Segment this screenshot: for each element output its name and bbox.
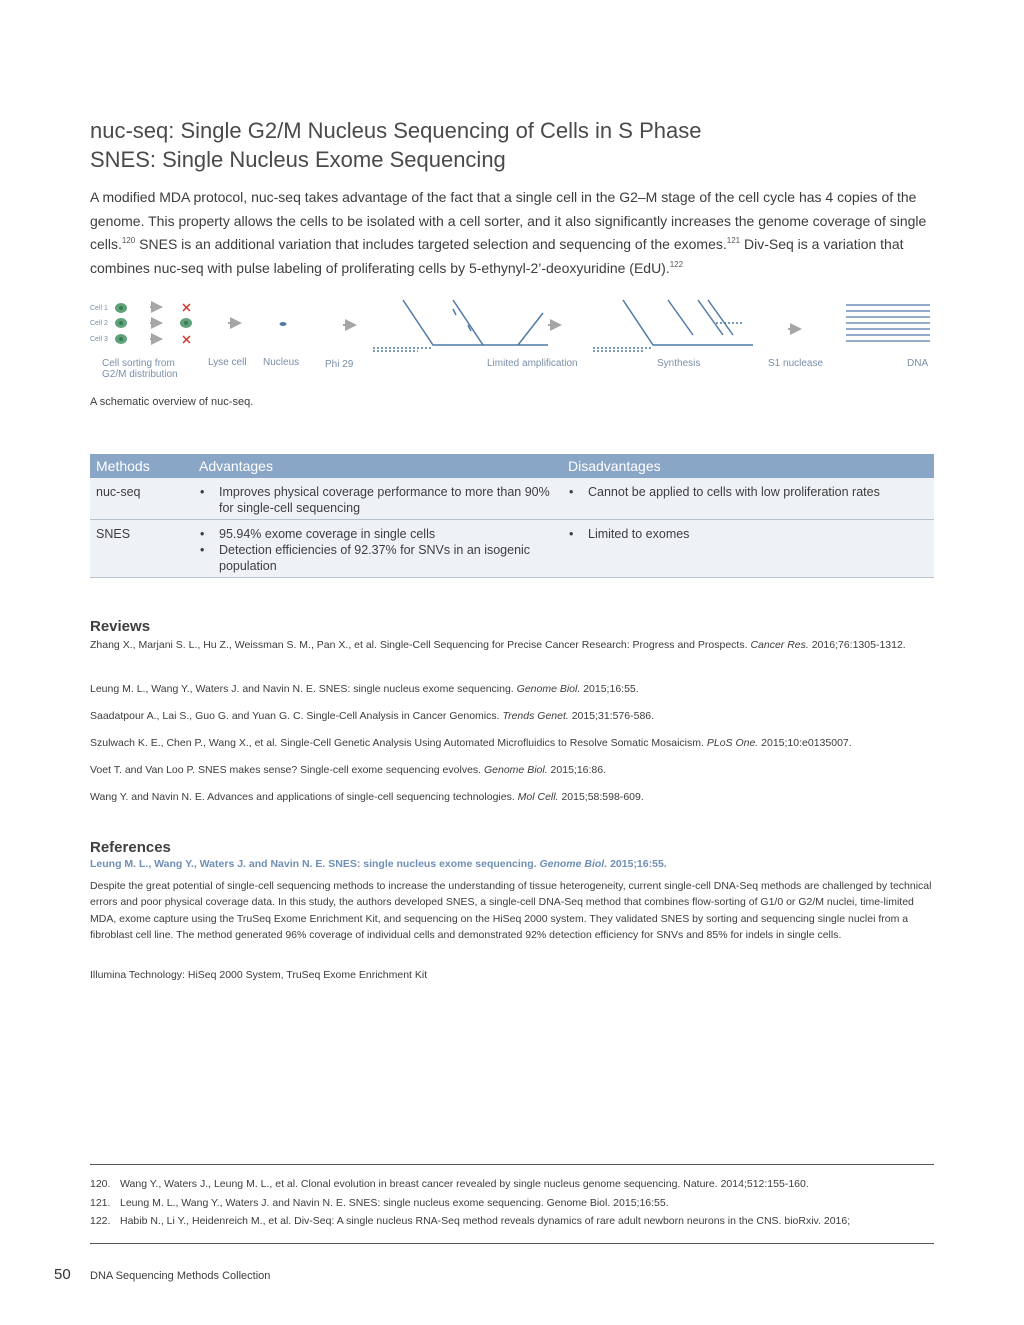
list-item: • Detection efficiencies of 92.37% for SNVs in an isogenic population <box>199 542 556 574</box>
table-row <box>90 520 934 578</box>
footnote-ref[interactable]: 122 <box>669 259 684 269</box>
title-line-1: nuc-seq: Single G2/M Nucleus Sequencing of Cells in S Phase <box>90 118 702 143</box>
publication-name: DNA Sequencing Methods Collection <box>90 1270 271 1282</box>
step-s1-label: S1 nuclease <box>768 358 824 369</box>
reviews-heading: Reviews <box>90 618 151 635</box>
intro-text-3: Div-Seq is a variation that combines nuc-seq with pulse labeling of proliferating cells by 5-ethynyl-2’-deoxyuridine (EdU). <box>90 236 904 276</box>
list-item: • 95.94% exome coverage in single cells <box>199 526 556 542</box>
reject-x-icon <box>183 336 190 343</box>
footnote-ref[interactable]: 121 <box>726 236 741 245</box>
page-number: 50 <box>54 1266 71 1283</box>
method-cell: SNES <box>90 520 193 578</box>
cell-1-icon <box>115 303 127 313</box>
references-heading: References <box>90 839 171 856</box>
advantages-cell <box>193 478 562 520</box>
sorted-cell-icon <box>180 318 192 328</box>
page-title <box>90 116 701 174</box>
review-item: Zhang X., Marjani S. L., Hu Z., Weissman S. M., Pan X., et al. Single-Cell Sequencing for Precise Cancer Research: Progress and Prospects. Cancer Res. 2016;76:1305-1312. <box>90 639 906 651</box>
list-item: • Limited to exomes <box>568 526 928 542</box>
footer-divider <box>90 1243 934 1244</box>
cell-2-icon <box>115 318 127 328</box>
figure-caption: A schematic overview of nuc-seq. <box>90 396 254 408</box>
illumina-technology: Illumina Technology: HiSeq 2000 System, TruSeq Exome Enrichment Kit <box>90 969 428 981</box>
footnote-divider <box>90 1164 934 1165</box>
footnote-ref[interactable]: 120 <box>121 236 136 245</box>
cell-1-label: Cell 1 <box>90 305 108 312</box>
disadvantages-cell <box>562 478 934 520</box>
footnote: 121. Leung M. L., Wang Y., Waters J. and Navin N. E. SNES: single nucleus exome sequencing. Genome Biol. 2015;16:55. <box>90 1197 669 1209</box>
column-header: Advantages <box>193 454 562 478</box>
intro-paragraph <box>90 186 935 280</box>
step-sort-label-2: G2/M distribution <box>102 369 178 380</box>
cell-3-icon <box>115 334 127 344</box>
methods-table <box>90 454 934 578</box>
review-item: Leung M. L., Wang Y., Waters J. and Navin N. E. SNES: single nucleus exome sequencing. Genome Biol. 2015;16:55. <box>90 683 639 695</box>
footnote: 120. Wang Y., Waters J., Leung M. L., et al. Clonal evolution in breast cancer revealed by single nucleus genome sequencing. Nature. 2014;512:155-160. <box>90 1178 809 1190</box>
step-nucleus-label: Nucleus <box>263 357 300 368</box>
footnote: 122. Habib N., Li Y., Heidenreich M., et al. Div-Seq: A single nucleus RNA-Seq method reveals dynamics of rare adult newborn neurons in the CNS. bioRxiv. 2016; <box>90 1215 851 1227</box>
intro-text-1: A modified MDA protocol, nuc-seq takes advantage of the fact that a single cell in the G2–M stage of the cell cycle has 4 copies of the genome. This property allows the cells to be isolated with a cell sorter, and it also significantly increases the genome coverage of single cells. <box>90 189 927 252</box>
table-header-row <box>90 454 934 478</box>
nucleus-icon <box>280 322 287 326</box>
reject-x-icon <box>183 304 190 311</box>
reference-link[interactable]: Leung M. L., Wang Y., Waters J. and Navin N. E. SNES: single nucleus exome sequencing. Genome Biol. 2015;16:55. <box>90 858 667 870</box>
list-item: • Cannot be applied to cells with low proliferation rates <box>568 484 928 500</box>
advantages-cell <box>193 520 562 578</box>
review-item: Voet T. and Van Loo P. SNES makes sense? Single-cell exome sequencing evolves. Genome Biol. 2015;16:86. <box>90 764 607 776</box>
limited-amplification-graphic <box>373 300 548 351</box>
cell-3-label: Cell 3 <box>90 336 108 343</box>
column-header: Disadvantages <box>562 454 934 478</box>
reference-summary: Despite the great potential of single-cell sequencing methods to increase the understanding of tissue heterogeneity, current single-cell DNA-Seq methods are challenged by technical errors and poor physical coverage data. In this study, the authors developed SNES, a single-cell DNA-Seq method that combines flow-sorting of G1/0 or G2/M nuclei, time-limited MDA, exome capture using the TruSeq Exome Enrichment Kit, and sequencing on the HiSeq 2000 system. They validated SNES by sorting and sequencing single nuclei from a fibroblast cell line. The method generated 96% coverage of individual cells and demonstrated 92% detection efficiency for SNVs and 85% for indels in single cells. <box>90 880 932 942</box>
list-item: • Improves physical coverage performance to more than 90% for single-cell sequencing <box>199 484 556 516</box>
column-header: Methods <box>90 454 193 478</box>
table-row <box>90 478 934 520</box>
review-item: Wang Y. and Navin N. E. Advances and applications of single-cell sequencing technologies. Mol Cell. 2015;58:598-609. <box>90 791 644 803</box>
intro-text-2: SNES is an additional variation that includes targeted selection and sequencing of the exomes. <box>135 236 727 252</box>
step-dna-label: DNA <box>907 358 929 369</box>
step-limited-label: Limited amplification <box>487 358 578 369</box>
method-cell: nuc-seq <box>90 478 193 520</box>
dna-fragments-graphic <box>846 305 930 341</box>
step-lyse-label: Lyse cell <box>208 357 247 368</box>
synthesis-graphic <box>593 300 753 351</box>
nuc-seq-schematic <box>88 295 938 385</box>
cell-2-label: Cell 2 <box>90 320 108 327</box>
review-item: Saadatpour A., Lai S., Guo G. and Yuan G. C. Single-Cell Analysis in Cancer Genomics. Trends Genet. 2015;31:576-586. <box>90 710 655 722</box>
step-phi29-label: Phi 29 <box>325 359 354 370</box>
title-line-2: SNES: Single Nucleus Exome Sequencing <box>90 147 506 172</box>
step-synthesis-label: Synthesis <box>657 358 701 369</box>
disadvantages-cell <box>562 520 934 578</box>
step-sort-label: Cell sorting from <box>102 358 175 369</box>
review-item: Szulwach K. E., Chen P., Wang X., et al. Single-Cell Genetic Analysis Using Automated Microfluidics to Resolve Somatic Mosaicism. PLoS One. 2015;10:e0135007. <box>90 737 852 749</box>
